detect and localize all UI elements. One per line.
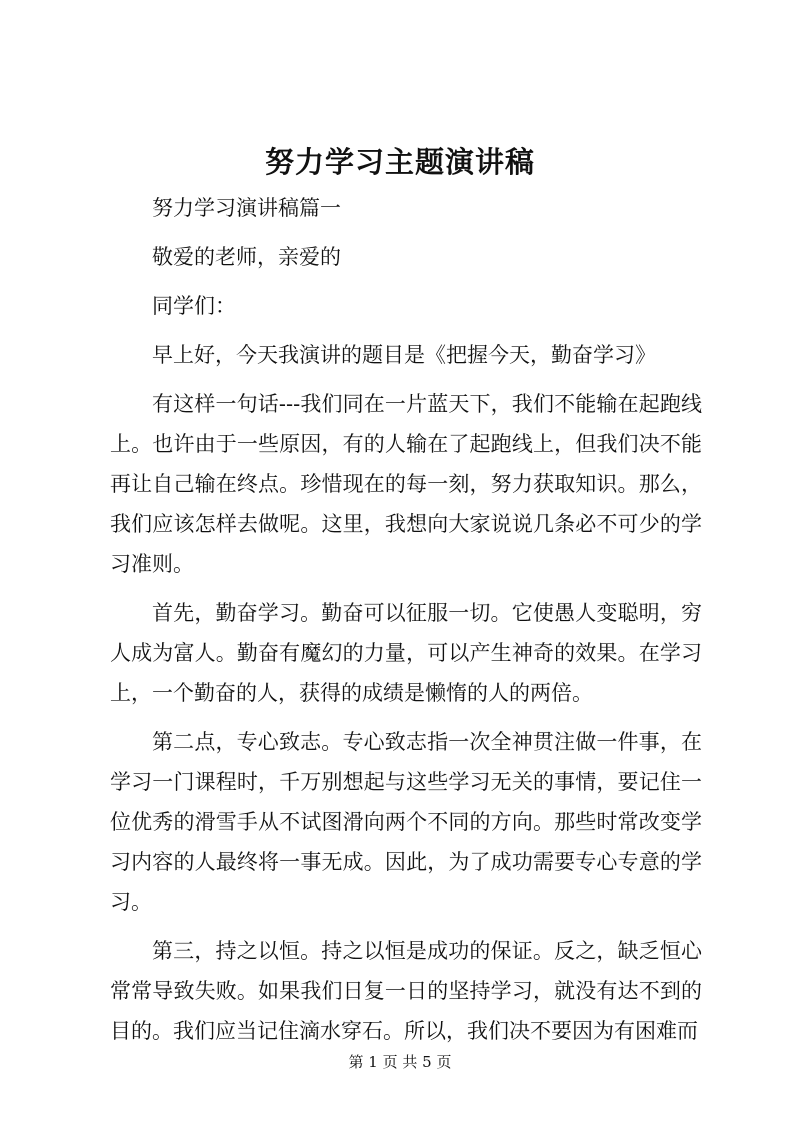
paragraph: 努力学习演讲稿篇一 — [152, 196, 341, 220]
paragraph: 第二点，专心致志。专心致志指一次全神贯注做一件事，在学习一门课程时，千万别想起与这些学习无关的事情，要记住一位优秀的滑雪手从不试图滑向两个不同的方向。那些时常改变学习内容的人最终将一事无成。因此，为了成功需要专心专意的学习。 — [110, 730, 702, 914]
document-title: 努力学习主题演讲稿 — [264, 145, 535, 179]
page-footer: 第 1 页 共 5 页 — [348, 1053, 452, 1071]
paragraph: 有这样一句话---我们同在一片蓝天下，我们不能输在起跑线上。也许由于一些原因，有的人输在了起跑线上，但我们决不能再让自己输在终点。珍惜现在的每一刻，努力获取知识。那么，我们应该怎样去做呢。这里，我想向大家说说几条必不可少的学习准则。 — [110, 392, 702, 576]
paragraph: 第三，持之以恒。持之以恒是成功的保证。反之，缺乏恒心常常导致失败。如果我们日复一日的坚持学习，就没有达不到的目的。我们应当记住滴水穿石。所以，我们决不要因为有困难而 — [110, 939, 702, 1043]
document-body — [110, 188, 702, 1060]
paragraph: 早上好，今天我演讲的题目是《把握今天，勤奋学习》 — [152, 343, 656, 367]
paragraph: 首先，勤奋学习。勤奋可以征服一切。它使愚人变聪明，穷人成为富人。勤奋有魔幻的力量，可以产生神奇的效果。在学习上，一个勤奋的人，获得的成绩是懒惰的人的两倍。 — [110, 601, 702, 705]
paragraph: 敬爱的老师，亲爱的 — [152, 245, 341, 269]
paragraph: 同学们： — [152, 294, 236, 318]
